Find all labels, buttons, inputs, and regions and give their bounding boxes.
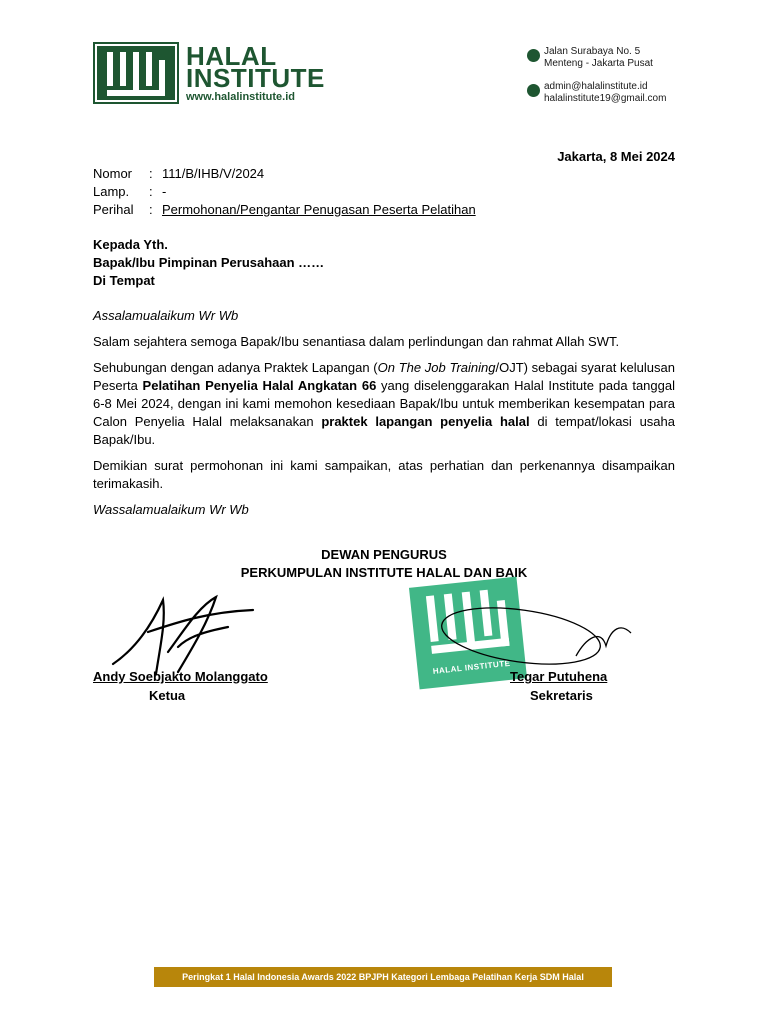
contact-email — [527, 81, 666, 105]
recipient-line: Bapak/Ibu Pimpinan Perusahaan …… — [93, 255, 325, 270]
signature-org — [0, 546, 768, 582]
meta-key: Perihal — [93, 202, 134, 217]
brand-name-line1: HALAL — [186, 41, 277, 71]
paragraph-2 — [93, 359, 675, 449]
meta-row-perihal — [93, 201, 476, 219]
recipient-block — [93, 236, 324, 290]
signer-left-name: Andy Soebjakto Molanggato — [93, 669, 268, 684]
signer-left-role: Ketua — [149, 688, 186, 703]
paragraph-3: Demikian surat permohonan ini kami sampaikan, atas perhatian dan perkenannya disampaikan terimakasih. — [93, 458, 675, 491]
letter-body — [93, 307, 675, 527]
recipient-line: Di Tempat — [93, 273, 155, 288]
para2-text: di tempat/lokasi usaha Bapak/Ibu. — [93, 414, 675, 447]
signer-right-role: Sekretaris — [530, 688, 593, 703]
stamp-text: HALAL INSTITUTE — [432, 658, 511, 676]
email-line1: admin@halalinstitute.id — [544, 81, 648, 92]
signer-right-name: Tegar Putuhena — [510, 669, 608, 684]
letter-date: Jakarta, 8 Mei 2024 — [557, 149, 675, 164]
mail-icon — [527, 84, 540, 97]
home-icon — [527, 49, 540, 62]
footer-award-banner: Peringkat 1 Halal Indonesia Awards 2022 BPJPH Kategori Lembaga Pelatihan Kerja SDM Halal — [154, 967, 612, 987]
meta-value: - — [162, 184, 167, 199]
address-line1: Jalan Surabaya No. 5 — [544, 46, 641, 57]
paragraph-1: Salam sejahtera semoga Bapak/Ibu senantiasa dalam perlindungan dan rahmat Allah SWT. — [93, 334, 620, 349]
meta-sep: : — [149, 166, 153, 181]
para2-text: /OJT) sebagai syarat kelulusan Peserta — [93, 360, 675, 393]
meta-row-nomor — [93, 165, 476, 183]
brand-name — [186, 41, 325, 93]
para2-text: Sehubungan dengan adanya Praktek Lapangan ( — [93, 360, 378, 375]
closing: Wassalamualaikum Wr Wb — [93, 502, 249, 517]
para2-bold: praktek lapangan penyelia halal — [321, 414, 530, 429]
org-line2: PERKUMPULAN INSTITUTE HALAL DAN BAIK — [240, 565, 528, 580]
halal-institute-logo — [93, 42, 179, 104]
brand-name-line2: INSTITUTE — [186, 63, 325, 93]
brand-url: www.halalinstitute.id — [186, 91, 295, 103]
meta-value-subject: Permohonan/Pengantar Penugasan Peserta Pelatihan — [162, 202, 476, 217]
para2-italic: On The Job Training — [377, 360, 496, 375]
address-line2: Menteng - Jakarta Pusat — [544, 58, 653, 69]
meta-key: Nomor — [93, 166, 133, 181]
email-line2: halalinstitute19@gmail.com — [544, 93, 667, 104]
recipient-line: Kepada Yth. — [93, 237, 168, 252]
greeting: Assalamualaikum Wr Wb — [93, 308, 239, 323]
letter-meta — [93, 165, 476, 219]
org-line1: DEWAN PENGURUS — [321, 547, 447, 562]
meta-sep: : — [149, 202, 153, 217]
para2-bold: Pelatihan Penyelia Halal Angkatan 66 — [142, 378, 377, 393]
meta-sep: : — [149, 184, 153, 199]
meta-value: 111/B/IHB/V/2024 — [162, 166, 265, 181]
para2-text: yang diselenggarakan Halal Institute pada tanggal 6-8 Mei 2024, dengan ini kami memohon kesediaan Bapak/Ibu untuk memberikan kesempatan para Calon Penyelia Halal melaksanakan — [93, 378, 675, 429]
meta-row-lamp — [93, 183, 476, 201]
contact-address — [527, 46, 653, 70]
meta-key: Lamp. — [93, 184, 130, 199]
